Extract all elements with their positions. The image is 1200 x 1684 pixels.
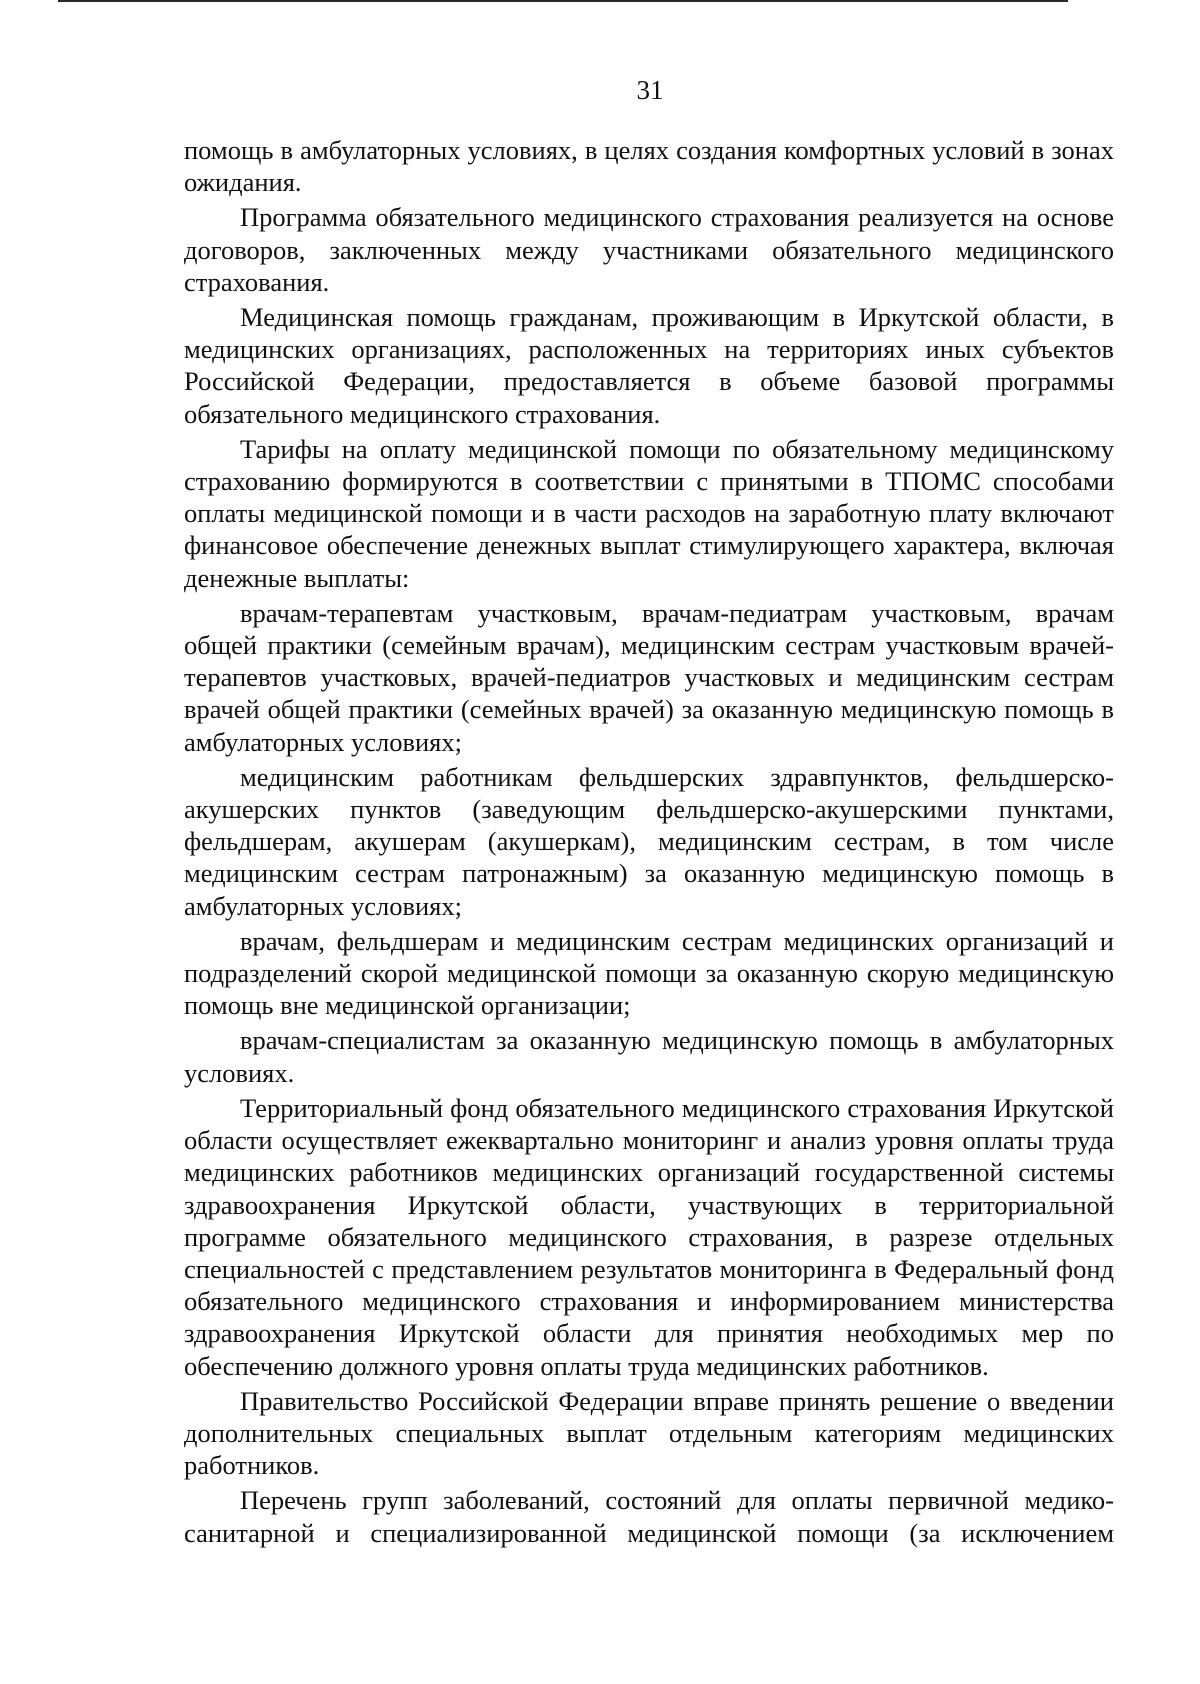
page-number: 31 (636, 75, 664, 105)
paragraph-1: помощь в амбулаторных условиях, в целях создания комфортных условий в зонах ожидания. (184, 135, 1114, 198)
paragraph-7: врачам, фельдшерам и медицинским сестрам медицинских организаций и подразделений скорой медицинской помощи за оказанную скорую медицинскую помощь вне медицинской организации; (184, 925, 1114, 1021)
scan-top-edge (58, 0, 1068, 2)
document-body (184, 134, 1114, 1552)
paragraph-10: Правительство Российской Федерации вправе принять решение о введении дополнительных специальных выплат отдельным категориям медицинских работников. (184, 1385, 1114, 1481)
paragraph-9: Территориальный фонд обязательного медицинского страхования Иркутской области осуществляет ежеквартально мониторинг и анализ уровня оплаты труда медицинских работников медицинских организаций государственной системы здравоохранения Иркутской области, участвующих в территориальной программе обязательного медицинского страхования, в разрезе отдельных специальностей с представлением результатов мониторинга в Федеральный фонд обязательного медицинского страхования и информированием министерства здравоохранения Иркутской области для принятия необходимых мер по обеспечению должного уровня оплаты труда медицинских работников. (184, 1092, 1114, 1381)
paragraph-6: медицинским работникам фельдшерских здравпунктов, фельдшерско-акушерских пунктов (заведующим фельдшерско-акушерскими пунктами, фельдшерам, акушерам (акушеркам), медицинским сестрам, в том числе медицинским сестрам патронажным) за оказанную медицинскую помощь в амбулаторных условиях; (184, 761, 1114, 921)
paragraph-8: врачам-специалистам за оказанную медицинскую помощь в амбулаторных условиях. (184, 1025, 1114, 1088)
paragraph-2: Программа обязательного медицинского страхования реализуется на основе договоров, заключенных между участниками обязательного медицинского страхования. (184, 202, 1114, 297)
paragraph-4: Тарифы на оплату медицинской помощи по обязательному медицинскому страхованию формируются в соответствии с принятыми в ТПОМС способами оплаты медицинской помощи и в части расходов на заработную плату включают финансовое обеспечение денежных выплат стимулирующего характера, включая денежные выплаты: (184, 433, 1114, 593)
paragraph-11: Перечень групп заболеваний, состояний для оплаты первичной медико-санитарной и специализированной медицинской помощи (за исключением (184, 1485, 1114, 1548)
paragraph-5: врачам-терапевтам участковым, врачам-педиатрам участковым, врачам общей практики (семейным врачам), медицинским сестрам участковым врачей-терапевтов участковых, врачей-педиатров участковых и медицинским сестрам врачей общей практики (семейных врачей) за оказанную медицинскую помощь в амбулаторных условиях; (184, 597, 1114, 757)
paragraph-3: Медицинская помощь гражданам, проживающим в Иркутской области, в медицинских организациях, расположенных на территориях иных субъектов Российской Федерации, предоставляется в объеме базовой программы обязательного медицинского страхования. (184, 302, 1114, 429)
